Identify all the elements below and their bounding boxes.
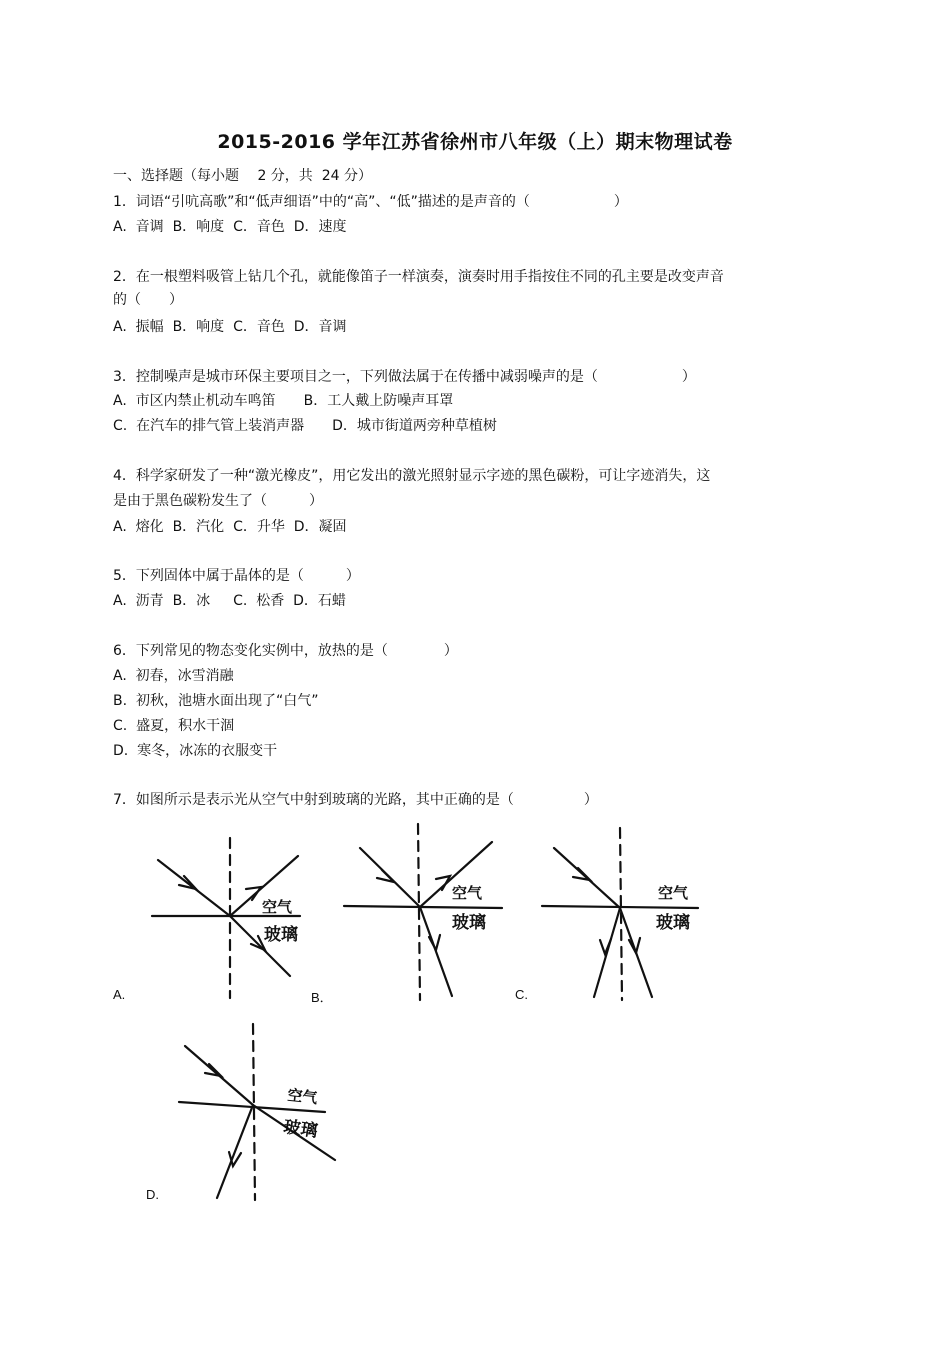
medium-glass-label: 玻璃 <box>452 913 486 933</box>
question-3-text: 3．控制噪声是城市环保主要项目之一，下列做法属于在传播中减弱噪声的是（ ） <box>113 369 696 385</box>
medium-air-label: 空气 <box>658 884 689 902</box>
question-6-option-b: B. 初秋，池塘水面出现了“白气” <box>113 693 319 709</box>
figure-a-label: A. <box>113 987 126 1002</box>
question-6-option-d: D. 寒冬，冰冻的衣服变干 <box>113 743 278 759</box>
question-2-text: 2．在一根塑料吸管上钻几个孔，就能像笛子一样演奏，演奏时用手指按住不同的孔主要是改变声音 <box>113 269 724 285</box>
figure-c-label: C. <box>515 987 528 1002</box>
figure-d-label: D. <box>146 1187 159 1202</box>
medium-air-label: 空气 <box>286 1086 319 1108</box>
arrow-head <box>246 887 261 900</box>
interface-line <box>344 906 502 908</box>
question-5-options: A. 沥青 B．冰 C. 松香 D．石蜡 <box>113 593 346 609</box>
section-heading: 一、选择题（每小题 2 分，共 24 分） <box>113 168 372 184</box>
question-6-option-a: A. 初春，冰雪消融 <box>113 668 234 684</box>
question-6-text: 6．下列常见的物态变化实例中，放热的是（ ） <box>113 643 458 659</box>
question-1-options: A. 音调 B．响度 C．音色 D．速度 <box>113 219 347 235</box>
medium-glass-label: 玻璃 <box>264 925 298 945</box>
question-2-options: A. 振幅 B．响度 C．音色 D．音调 <box>113 319 347 335</box>
question-3-options-ab: A. 市区内禁止机动车鸣笛 B．工人戴上防噪声耳罩 <box>113 393 454 409</box>
question-2-text-cont: 的（ ） <box>113 292 183 308</box>
figure-c-light-path <box>538 822 703 1005</box>
refracted-ray <box>217 1105 253 1198</box>
medium-glass-label: 玻璃 <box>282 1117 319 1142</box>
question-6-option-c: C. 盛夏，积水干涸 <box>113 718 235 734</box>
question-5-text: 5．下列固体中属于晶体的是（ ） <box>113 568 360 584</box>
question-4-options: A. 熔化 B．汽化 C．升华 D．凝固 <box>113 519 347 535</box>
question-3-options-cd: C. 在汽车的排气管上装消声器 D．城市街道两旁种草植树 <box>113 418 497 434</box>
figure-b-light-path <box>340 820 510 1005</box>
question-1-text: 1．词语“引吭高歌”和“低声细语”中的“高”、“低”描述的是声音的（ ） <box>113 194 628 210</box>
medium-air-label: 空气 <box>452 884 483 902</box>
medium-air-label: 空气 <box>262 898 293 916</box>
question-7-text: 7．如图所示是表示光从空气中射到玻璃的光路，其中正确的是（ ） <box>113 792 598 808</box>
question-4-text: 4．科学家研发了一种“激光橡皮”，用它发出的激光照射显示字迹的黑色碳粉，可让字迹消失，这 <box>113 468 711 484</box>
refracted-ray-1 <box>594 908 620 997</box>
question-4-text-cont: 是由于黑色碳粉发生了（ ） <box>113 493 323 509</box>
page-title: 2015-2016 学年江苏省徐州市八年级（上）期末物理试卷 <box>217 131 733 153</box>
figure-a-light-path <box>140 830 320 1005</box>
normal-line <box>418 824 420 1000</box>
medium-glass-label: 玻璃 <box>656 913 690 933</box>
normal-line <box>253 1024 255 1200</box>
figure-b-label: B． <box>311 990 333 1005</box>
figure-d-light-path <box>175 1020 345 1205</box>
